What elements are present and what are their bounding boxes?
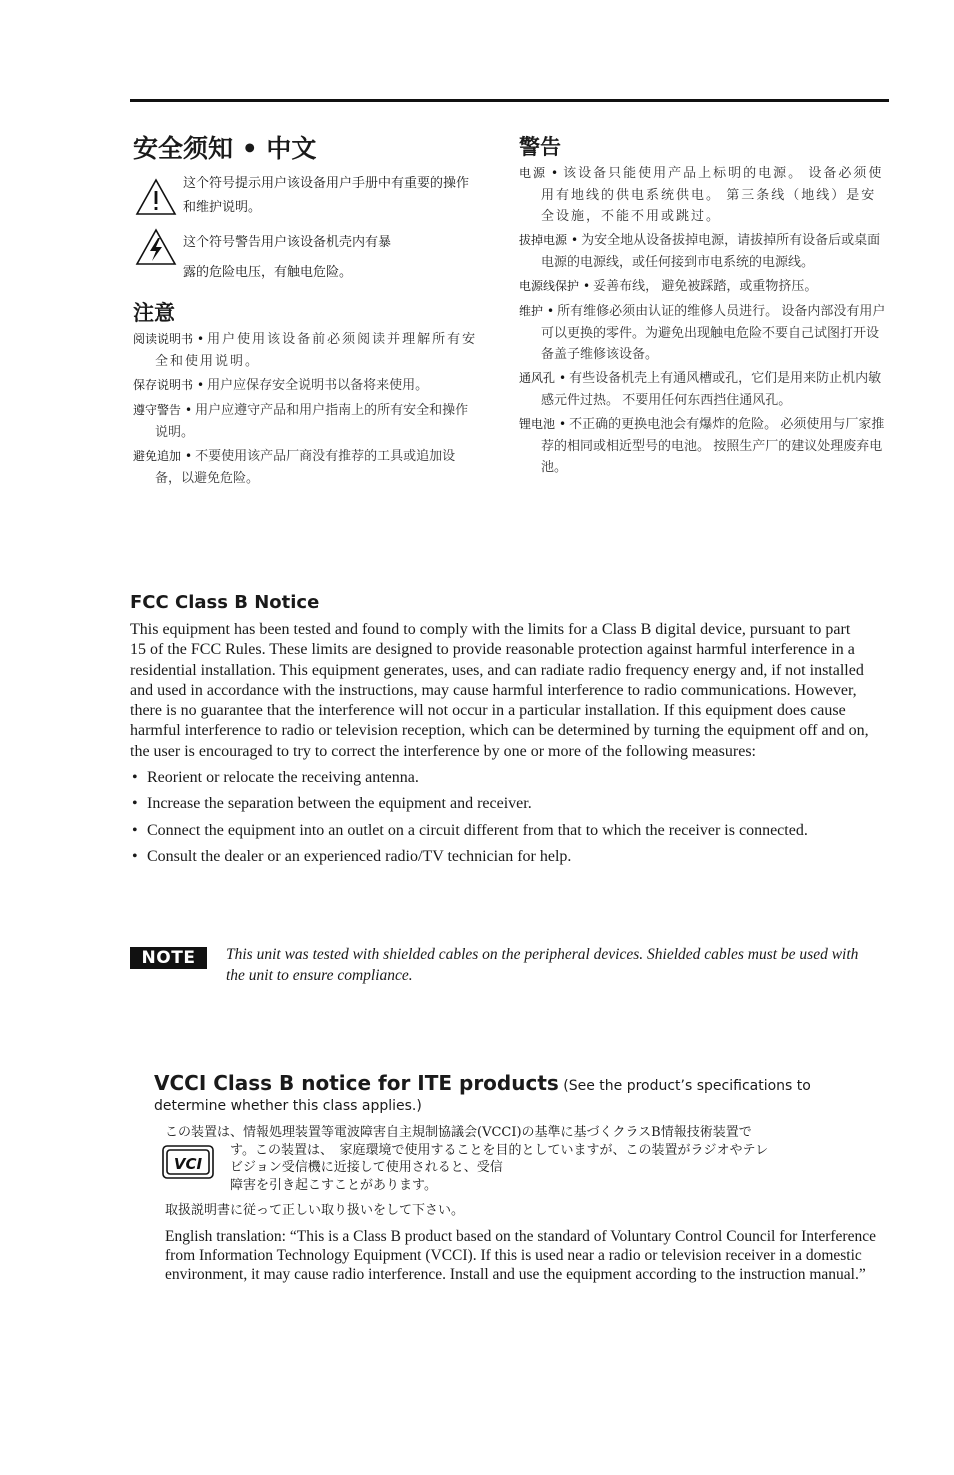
note-badge: NOTE [130,947,207,969]
vcci-title: VCCI Class B notice for ITE products [154,1071,559,1095]
exclamation-triangle-icon [135,178,177,216]
vcci-section [154,1073,879,1284]
notice-heading: 注意 [133,301,175,325]
caution-symbol-row [133,172,478,222]
jp-line: す。この装置は、 家庭環境で使用することを目的としていますが、この装置がラジオやテレ [230,1142,769,1158]
list-item: • Connect the equipment into an outlet on a circuit different from that to which the receiver is connected. [132,821,808,839]
top-rule [130,99,889,102]
safety-chinese-column [133,130,478,491]
notice-item: 避免追加 • 不要使用该产品厂商没有推荐的工具或追加设备，以避免危险。 [133,448,456,485]
vcci-logo-icon [161,1144,215,1180]
notice-item: 保存说明书 • 用户应保存安全说明书以备将来使用。 [133,377,429,392]
voltage-text-line2: 露的危险电压，有触电危险。 [183,265,353,280]
vcci-subtitle: (See the product’s specifications to determine whether this class applies.) [154,1078,811,1114]
fcc-measures-list [130,768,870,867]
voltage-symbol-row [133,228,478,292]
list-item: • Reorient or relocate the receiving antenna. [132,769,419,787]
warning-item: 拔掉电源 • 为安全地从设备拔掉电源，请拔掉所有设备后或桌面电源的电源线，或任何接到市电系统的电源线。 [519,232,881,269]
warning-item: 锂电池 • 不正确的更换电池会有爆炸的危险。 必须使用与厂家推荐的相同或相近型号的电池。 按照生产厂的建议处理废弃电池。 [519,416,885,474]
vcci-english-translation: English translation: “This is a Class B product based on the standard of Voluntary Control Council for Interference from Information Technology Equipment (VCCI). If this is used near a radio or television receiver in a domestic environment, it may cause radio interference. Install and use the equipment according to the instruction manual.” [165,1228,876,1283]
caution-symbol-text: 这个符号提示用户该设备用户手册中有重要的操作和维护说明。 [183,176,470,215]
jp-line: ビジョン受信機に近接して使用されると、受信 [230,1160,503,1175]
jp-line: この装置は、情報処理装置等電波障害自主規制協議会(VCCI)の基準に基づくクラスB情報技術装置で [165,1125,752,1140]
fcc-body: This equipment has been tested and found to comply with the limits for a Class B digital device, pursuant to part 15 of the FCC Rules. These limits are designed to provide reasonable protection against harmful interference in a residential installation. This equipment generates, uses, and can radiate radio frequency energy and, if not installed and used in accordance with the instructions, may cause harmful interference to radio communications. However, there is no guarantee that the interference will not occur in a particular installation. If this equipment does cause harmful interference to radio or television reception, which can be determined by turning the equipment off and on, the user is encouraged to try to correct the interference by one or more of the following measures: [130,621,869,760]
lightning-triangle-icon [135,228,177,266]
warning-heading: 警告 [519,135,561,159]
notice-item: 阅读说明书 • 用户使用该设备前必须阅读并理解所有安全和使用说明。 [133,331,478,368]
warning-item: 电源线保护 • 妥善布线， 避免被踩踏，或重物挤压。 [519,278,818,293]
vcci-heading [154,1073,879,1116]
warning-item: 电源 • 该设备只能使用产品上标明的电源。 设备必须使用有地线的供电系统供电。 第三条线（地线）是安全设施，不能不用或跳过。 [519,165,884,223]
warning-item: 维护 • 所有维修必须由认证的维修人员进行。 设备内部没有用户可以更换的零件。为避免出现触电危险不要自己试图打开设备盖子维修该设备。 [519,303,886,361]
warning-chinese-column [519,130,891,480]
vcci-logo-text: VCI [173,1155,203,1173]
fcc-title: FCC Class B Notice [130,592,320,613]
jp-line: 障害を引き起こすことがあります。 [230,1177,437,1193]
fcc-section [130,590,870,873]
list-item: • Consult the dealer or an experienced radio/TV technician for help. [132,847,572,865]
warning-item: 通风孔 • 有些设备机壳上有通风槽或孔，它们是用来防止机内敏感元件过热。 不要用任何东西挡住通风孔。 [519,370,882,407]
note-text: This unit was tested with shielded cables on the peripheral devices. Shielded cables must be used with the unit to ensure compliance. [226,946,859,984]
safety-title: 安全须知 • 中文 [133,134,317,163]
vcci-japanese-text [165,1124,879,1194]
vcci-japanese-instruction: 取扱説明書に従って正しい取り扱いをして下さい。 [165,1203,465,1218]
notice-item: 遵守警告 • 用户应遵守产品和用户指南上的所有安全和操作说明。 [133,402,469,439]
voltage-text-line1: 这个符号警告用户该设备机壳内有暴 [183,235,392,250]
list-item: • Increase the separation between the equipment and receiver. [132,795,532,813]
